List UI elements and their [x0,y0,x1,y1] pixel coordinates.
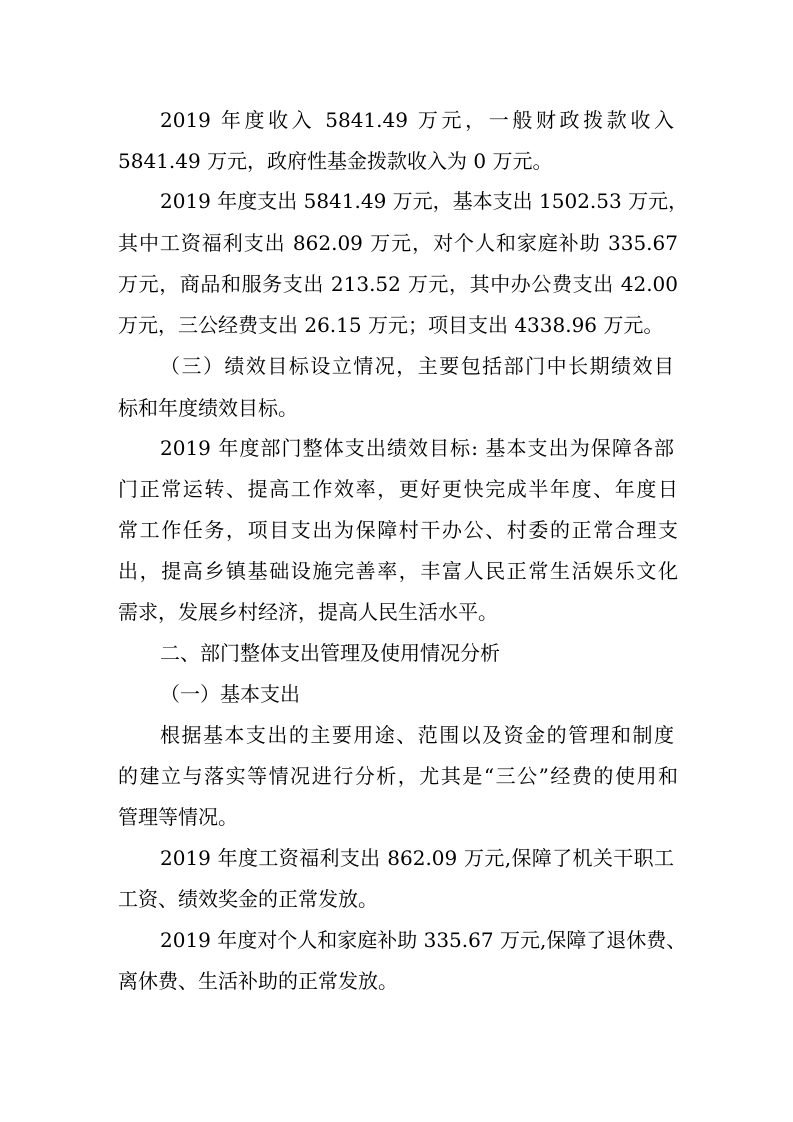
paragraph-expenditure-line-4: 万元，三公经费支出 26.15 万元；项目支出 4338.96 万元。 [118,313,664,337]
paragraph-expenditure-line-1: 2019 年度支出 5841.49 万元，基本支出 1502.53 万元， [160,189,689,213]
paragraph-goals-line-5: 需求，发展乡村经济，提高人民生活水平。 [118,600,498,624]
paragraph-analysis-line-3: 管理等情况。 [118,805,238,829]
section-3-heading-line-2: 标和年度绩效目标。 [118,396,298,420]
paragraph-expenditure-line-3: 万元，商品和服务支出 213.52 万元，其中办公费支出 42.00 [118,272,678,296]
paragraph-subsidy-line-1: 2019 年度对个人和家庭补助 335.67 万元,保障了退休费、 [160,928,687,952]
section-3-heading-line-1: （三）绩效目标设立情况，主要包括部门中长期绩效目 [160,354,674,378]
paragraph-expenditure-line-2: 其中工资福利支出 862.09 万元，对个人和家庭补助 335.67 [118,231,678,255]
paragraph-analysis-line-2: 的建立与落实等情况进行分析，尤其是“三公”经费的使用和 [118,764,678,788]
subsection-basic-expenditure-heading: （一）基本支出 [160,682,300,706]
section-2-heading: 二、部门整体支出管理及使用情况分析 [160,641,500,665]
paragraph-goals-line-3: 常工作任务，项目支出为保障村干办公、村委的正常合理支 [118,518,678,542]
paragraph-income-line-2: 5841.49 万元，政府性基金拨款收入为 0 万元。 [118,149,553,173]
paragraph-wages-line-1: 2019 年度工资福利支出 862.09 万元,保障了机关干职工 [160,846,674,870]
paragraph-analysis-line-1: 根据基本支出的主要用途、范围以及资金的管理和制度 [160,723,674,747]
paragraph-goals-line-4: 出，提高乡镇基础设施完善率，丰富人民正常生活娱乐文化 [118,559,678,583]
paragraph-goals-line-2: 门正常运转、提高工作效率，更好更快完成半年度、年度日 [118,477,678,501]
paragraph-wages-line-2: 工资、绩效奖金的正常发放。 [118,887,378,911]
paragraph-income-line-1: 2019 年度收入 5841.49 万元，一般财政拨款收入 [160,108,674,132]
paragraph-goals-line-1: 2019 年度部门整体支出绩效目标: 基本支出为保障各部 [160,436,674,460]
paragraph-subsidy-line-2: 离休费、生活补助的正常发放。 [118,969,398,993]
